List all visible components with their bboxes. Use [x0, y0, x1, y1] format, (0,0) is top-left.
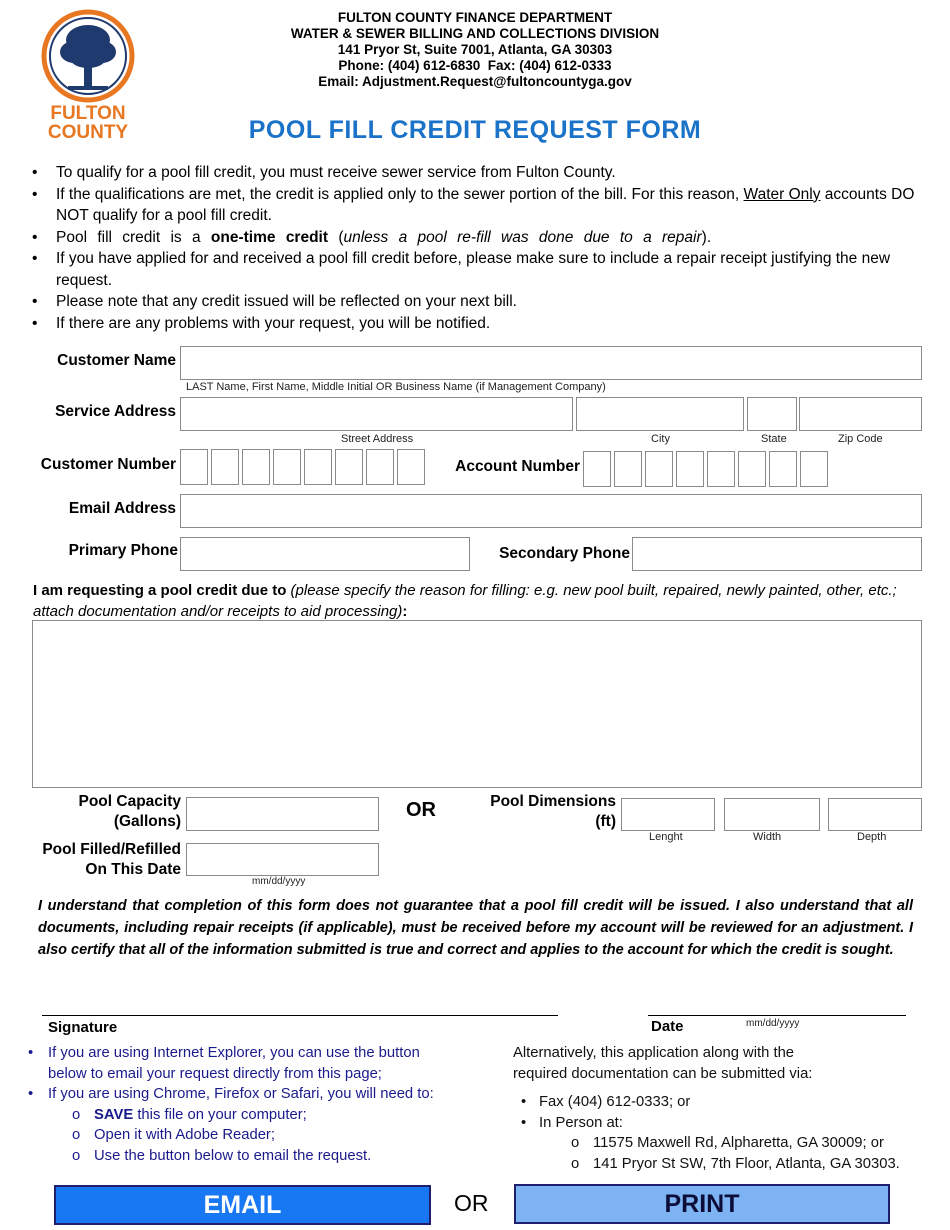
- save-text: SAVE: [94, 1106, 134, 1123]
- dept-name: FULTON COUNTY FINANCE DEPARTMENT: [337, 10, 613, 25]
- digit-cell[interactable]: [397, 449, 425, 485]
- width-caption: Width: [753, 831, 782, 843]
- list-item: [30, 162, 920, 184]
- service-address-label: Service Address: [55, 403, 176, 420]
- secondary-phone-label: Secondary Phone: [499, 545, 630, 562]
- page-title: POOL FILL CREDIT REQUEST FORM: [248, 116, 702, 144]
- list-item: [30, 248, 920, 291]
- list-item: [513, 1092, 943, 1113]
- one-time-credit-text: one-time credit: [210, 228, 329, 246]
- fax-text: Fax (404) 612-0333; or: [539, 1094, 691, 1110]
- digit-cell[interactable]: [180, 449, 208, 485]
- logo-text-county: COUNTY: [47, 122, 129, 143]
- email-instructions: [22, 1043, 492, 1166]
- bullet-text: If you have applied for and received a pool fill credit before, please make sure to include a repair receipt justifying the new request.: [56, 250, 891, 289]
- zip-code-input[interactable]: [799, 397, 922, 431]
- digit-cell[interactable]: [738, 451, 766, 487]
- list-item: [22, 1146, 492, 1167]
- list-item: [30, 291, 920, 313]
- pool-dimensions-label: [450, 792, 616, 832]
- or-separator: OR: [406, 799, 436, 821]
- instruction-text: below to email your request directly from this page;: [48, 1065, 382, 1082]
- instruction-text: If you are using Chrome, Firefox or Safari, you will need to:: [48, 1086, 434, 1102]
- primary-phone-input[interactable]: [180, 537, 470, 571]
- account-number-label: Account Number: [455, 458, 580, 475]
- bullet-text: If the qualifications are met, the credit is applied only to the sewer portion of the bill. For this reason,: [56, 185, 744, 203]
- customer-number-input[interactable]: [180, 449, 425, 485]
- digit-cell[interactable]: [211, 449, 239, 485]
- department-header: [180, 10, 770, 90]
- digit-cell[interactable]: [366, 449, 394, 485]
- depth-input[interactable]: [828, 798, 922, 831]
- customer-name-hint: LAST Name, First Name, Middle Initial OR Business Name (if Management Company): [186, 381, 606, 393]
- date-label: Date: [651, 1018, 684, 1035]
- depth-caption: Depth: [857, 831, 887, 843]
- reason-textarea[interactable]: [32, 620, 922, 788]
- customer-name-input[interactable]: [180, 346, 922, 380]
- length-caption: Lenght: [649, 831, 683, 843]
- signature-date-hint: mm/dd/yyyy: [746, 1018, 800, 1029]
- signature-label: Signature: [48, 1019, 118, 1036]
- instruction-text: Use the button below to email the request.: [94, 1147, 372, 1164]
- dept-email: Email: Adjustment.Request@fultoncountyga.gov: [318, 74, 632, 89]
- list-item: [513, 1113, 943, 1134]
- location-text: 141 Pryor St SW, 7th Floor, Atlanta, GA 30303.: [593, 1155, 900, 1172]
- water-only-text: Water Only: [743, 185, 821, 203]
- city-caption: City: [651, 433, 670, 445]
- fulton-county-logo: [38, 8, 138, 143]
- location-text: 11575 Maxwell Rd, Alpharetta, GA 30009; or: [593, 1135, 884, 1151]
- pool-dimensions-label-line1: Pool Dimensions: [490, 793, 616, 810]
- list-item: [22, 1084, 492, 1105]
- pool-capacity-input[interactable]: [186, 797, 379, 831]
- print-button[interactable]: PRINT: [514, 1184, 890, 1224]
- length-input[interactable]: [621, 798, 715, 831]
- signature-line[interactable]: [42, 1015, 558, 1016]
- digit-cell[interactable]: [769, 451, 797, 487]
- digit-cell[interactable]: [614, 451, 642, 487]
- pool-capacity-label: [20, 792, 181, 832]
- pool-capacity-label-line1: Pool Capacity: [78, 793, 181, 810]
- reason-prompt-italic: (please specify the reason for filling: e.g. new pool built, repaired, newly painted, other, etc.; attach documentation and/or receipts to aid processing): [33, 582, 897, 620]
- list-item: [22, 1105, 492, 1126]
- customer-name-label: Customer Name: [57, 352, 176, 369]
- zip-code-caption: Zip Code: [838, 433, 883, 445]
- digit-cell[interactable]: [800, 451, 828, 487]
- street-address-caption: Street Address: [341, 433, 414, 445]
- list-item: [30, 313, 920, 335]
- email-button[interactable]: EMAIL: [54, 1185, 431, 1225]
- bullet-text: ).: [701, 228, 712, 246]
- digit-cell[interactable]: [707, 451, 735, 487]
- instruction-text: this file on your computer;: [133, 1106, 307, 1123]
- pool-filled-label-line2: On This Date: [85, 861, 181, 878]
- bullet-text: If there are any problems with your request, you will be notified.: [56, 314, 491, 332]
- digit-cell[interactable]: [242, 449, 270, 485]
- city-input[interactable]: [576, 397, 744, 431]
- instruction-text: Open it with Adobe Reader;: [94, 1127, 275, 1143]
- list-item: [22, 1043, 492, 1084]
- reason-prompt-bold: I am requesting a pool credit due to: [33, 582, 291, 599]
- list-item: [513, 1133, 943, 1154]
- list-item: [513, 1154, 943, 1175]
- pool-capacity-label-line2: (Gallons): [113, 813, 181, 830]
- digit-cell[interactable]: [645, 451, 673, 487]
- state-caption: State: [761, 433, 787, 445]
- logo-text-fulton: FULTON: [50, 103, 126, 124]
- dept-address: 141 Pryor St, Suite 7001, Atlanta, GA 30303: [337, 42, 613, 57]
- digit-cell[interactable]: [273, 449, 301, 485]
- bullet-text: Please note that any credit issued will be reflected on your next bill.: [56, 293, 517, 310]
- bullet-text: accounts DO NOT qualify for a pool fill credit.: [56, 185, 915, 224]
- primary-phone-label: Primary Phone: [68, 542, 178, 559]
- list-item: [22, 1125, 492, 1146]
- alternative-text: Alternatively, this application along with the: [513, 1045, 795, 1061]
- width-input[interactable]: [724, 798, 820, 831]
- reason-prompt: [33, 580, 923, 622]
- division-name: WATER & SEWER BILLING AND COLLECTIONS DIVISION: [290, 26, 660, 41]
- digit-cell[interactable]: [676, 451, 704, 487]
- bullet-text: Pool fill credit is a: [56, 228, 211, 246]
- email-address-input[interactable]: [180, 494, 922, 528]
- street-address-input[interactable]: [180, 397, 573, 431]
- pool-filled-label-line1: Pool Filled/Refilled: [42, 841, 181, 858]
- account-number-input[interactable]: [583, 451, 828, 487]
- bullet-text: (: [328, 228, 344, 246]
- list-item: [30, 184, 920, 227]
- instruction-text: If you are using Internet Explorer, you can use the button: [48, 1045, 420, 1061]
- digit-cell[interactable]: [335, 449, 363, 485]
- reason-prompt-colon: :: [402, 603, 408, 620]
- alternative-submission: [513, 1043, 943, 1174]
- certification-statement: I understand that completion of this form does not guarantee that a pool fill credit will be issued. I also understand that all documents, including repair receipts (if applicable), must be received before my account will be reviewed for an adjustment. I also certify that all of the information submitted is true and correct and applies to the account for which the credit is sought.: [38, 898, 913, 958]
- pool-filled-label: [20, 840, 181, 880]
- bullet-text: To qualify for a pool fill credit, you must receive sewer service from Fulton County.: [56, 164, 616, 181]
- pool-dimensions-label-line2: (ft): [595, 813, 616, 830]
- dept-phone-fax: Phone: (404) 612-6830 Fax: (404) 612-0333: [338, 58, 612, 73]
- list-item: [30, 227, 920, 249]
- secondary-phone-input[interactable]: [632, 537, 922, 571]
- date-line[interactable]: [648, 1015, 906, 1016]
- digit-cell[interactable]: [583, 451, 611, 487]
- alternative-text: required documentation can be submitted via:: [513, 1065, 813, 1082]
- customer-number-label: Customer Number: [40, 456, 176, 473]
- bullet-text: unless a pool re-fill was done due to a repair: [343, 228, 702, 246]
- buttons-or-separator: OR: [454, 1190, 489, 1216]
- state-input[interactable]: [747, 397, 797, 431]
- digit-cell[interactable]: [304, 449, 332, 485]
- email-address-label: Email Address: [68, 500, 176, 517]
- in-person-text: In Person at:: [539, 1114, 623, 1131]
- qualification-list: [30, 162, 920, 334]
- pool-filled-date-input[interactable]: [186, 843, 379, 876]
- date-format-hint: mm/dd/yyyy: [252, 876, 306, 887]
